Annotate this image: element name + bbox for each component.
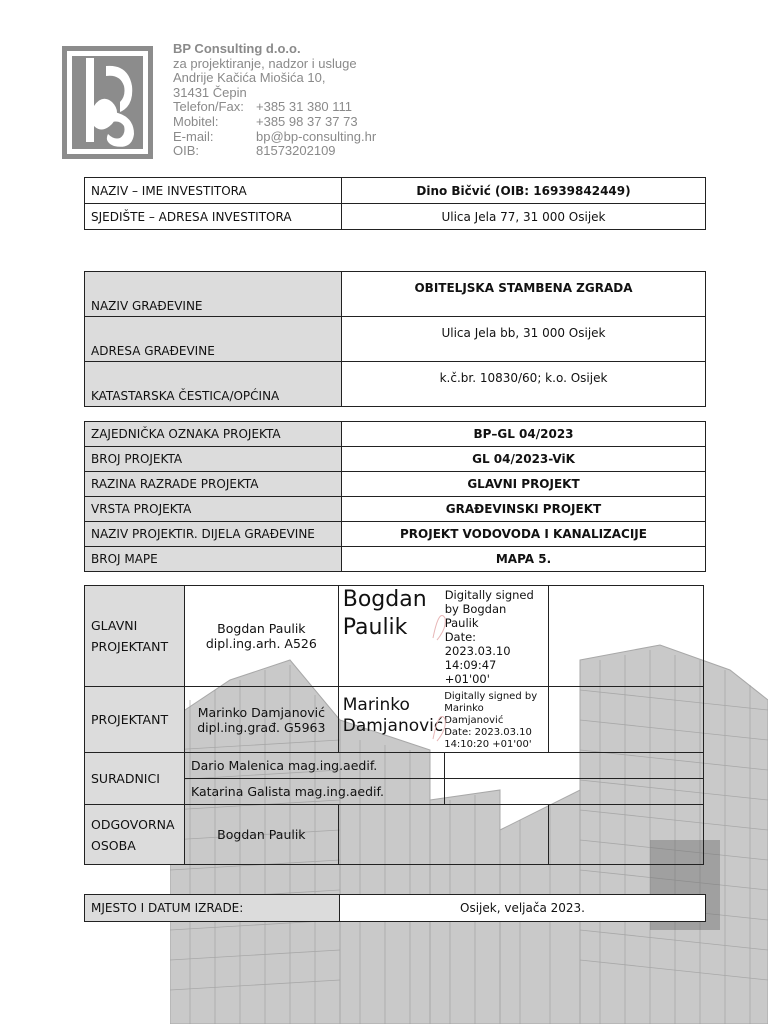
table-row bbox=[85, 547, 706, 572]
associates-label: SURADNICI bbox=[85, 753, 185, 805]
signature-detail: Marinko Damjanović bbox=[444, 703, 504, 726]
signature-detail: by Bogdan Paulik bbox=[444, 602, 507, 630]
signature-detail: 14:10:20 +01'00' bbox=[444, 739, 532, 750]
table-row bbox=[85, 447, 706, 472]
signature-detail: Date: 2023.03.10 bbox=[444, 630, 511, 658]
main-designer-label: GLAVNI PROJEKTANT bbox=[85, 586, 185, 687]
signature-scribble-icon bbox=[429, 689, 449, 749]
company-contact-row: Mobitel: +385 98 37 37 73 bbox=[173, 113, 358, 129]
table-row bbox=[85, 472, 706, 497]
table-row bbox=[85, 317, 706, 362]
parcel-value: k.č.br. 10830/60; k.o. Osijek bbox=[342, 362, 706, 407]
empty-cell bbox=[444, 779, 703, 805]
parcel-label: KATASTARSKA ČESTICA/OPĆINA bbox=[85, 362, 342, 407]
main-designer-cell bbox=[184, 586, 338, 687]
designer-signature[interactable] bbox=[338, 687, 548, 753]
company-contact-row: E-mail: bp@bp-consulting.hr bbox=[173, 128, 377, 144]
project-value: GRAĐEVINSKI PROJEKT bbox=[342, 497, 706, 522]
table-row bbox=[85, 178, 706, 204]
table-row bbox=[85, 586, 704, 687]
investor-address-value: Ulica Jela 77, 31 000 Osijek bbox=[342, 204, 706, 230]
company-tagline: za projektiranje, nadzor i usluge bbox=[173, 55, 357, 71]
project-value: MAPA 5. bbox=[342, 547, 706, 572]
table-row bbox=[85, 362, 706, 407]
signature-detail: 14:09:47 +01'00' bbox=[444, 658, 497, 686]
associate-name: Dario Malenica mag.ing.aedif. bbox=[184, 753, 444, 779]
associate-name: Katarina Galista mag.ing.aedif. bbox=[184, 779, 444, 805]
table-row bbox=[85, 497, 706, 522]
signature-first-name: Marinko bbox=[342, 695, 410, 715]
designer-cell bbox=[184, 687, 338, 753]
table-row bbox=[85, 895, 706, 922]
company-address-line1: Andrije Kačića Miošića 10, bbox=[173, 70, 326, 86]
signature-first-name: Bogdan bbox=[342, 587, 427, 612]
project-label: NAZIV PROJEKTIR. DIJELA GRAĐEVINE bbox=[85, 522, 342, 547]
company-header bbox=[173, 42, 376, 159]
table-row bbox=[85, 422, 706, 447]
project-value: GLAVNI PROJEKT bbox=[342, 472, 706, 497]
company-address-line2: 31431 Čepin bbox=[173, 84, 247, 100]
designer-title: dipl.ing.građ. G5963 bbox=[197, 719, 326, 735]
table-row bbox=[85, 687, 704, 753]
building-name-label: NAZIV GRAĐEVINE bbox=[85, 272, 342, 317]
investor-name-label: NAZIV – IME INVESTITORA bbox=[85, 178, 342, 204]
signature-last-name: Damjanović bbox=[342, 716, 444, 736]
building-table bbox=[84, 271, 706, 407]
table-row bbox=[85, 805, 704, 865]
company-contact-row: Telefon/Fax: +385 31 380 111 bbox=[173, 99, 353, 115]
signature-detail: Date: 2023.03.10 bbox=[444, 727, 532, 738]
investor-table bbox=[84, 177, 706, 230]
signature-detail: Digitally signed by bbox=[444, 691, 538, 702]
project-value: GL 04/2023-ViK bbox=[342, 447, 706, 472]
building-name-value: OBITELJSKA STAMBENA ZGRADA bbox=[342, 272, 706, 317]
building-address-value: Ulica Jela bb, 31 000 Osijek bbox=[342, 317, 706, 362]
building-address-label: ADRESA GRAĐEVINE bbox=[85, 317, 342, 362]
signature-last-name: Paulik bbox=[342, 615, 408, 640]
place-date-table bbox=[84, 894, 706, 922]
main-designer-title: dipl.ing.arh. A526 bbox=[205, 636, 317, 651]
company-contact-row: OIB: 81573202109 bbox=[173, 143, 336, 159]
designer-label: PROJEKTANT bbox=[85, 687, 185, 753]
main-designer-signature[interactable] bbox=[338, 586, 548, 687]
project-label: RAZINA RAZRADE PROJEKTA bbox=[85, 472, 342, 497]
investor-name-value: Dino Bičvić (OIB: 16939842449) bbox=[342, 178, 706, 204]
table-row bbox=[85, 753, 704, 779]
designer-name: Marinko Damjanović bbox=[197, 704, 326, 720]
company-logo-icon bbox=[62, 46, 153, 159]
empty-cell bbox=[444, 753, 703, 779]
table-row bbox=[85, 204, 706, 230]
empty-cell bbox=[548, 586, 703, 687]
responsible-label: ODGOVORNA OSOBA bbox=[85, 805, 185, 865]
project-value: PROJEKT VODOVODA I KANALIZACIJE bbox=[342, 522, 706, 547]
investor-address-label: SJEDIŠTE – ADRESA INVESTITORA bbox=[85, 204, 342, 230]
company-name: BP Consulting d.o.o. bbox=[173, 41, 301, 56]
project-label: BROJ PROJEKTA bbox=[85, 447, 342, 472]
project-value: BP–GL 04/2023 bbox=[342, 422, 706, 447]
project-table bbox=[84, 421, 706, 572]
signature-detail: Digitally signed bbox=[444, 588, 534, 602]
place-date-label: MJESTO I DATUM IZRADE: bbox=[85, 895, 340, 922]
place-date-value: Osijek, veljača 2023. bbox=[340, 895, 706, 922]
persons-table bbox=[84, 585, 704, 865]
project-label: ZAJEDNIČKA OZNAKA PROJEKTA bbox=[85, 422, 342, 447]
empty-cell bbox=[548, 805, 703, 865]
signature-scribble-icon bbox=[429, 588, 449, 648]
table-row bbox=[85, 272, 706, 317]
empty-cell bbox=[338, 805, 548, 865]
empty-cell bbox=[548, 687, 703, 753]
table-row bbox=[85, 522, 706, 547]
project-label: VRSTA PROJEKTA bbox=[85, 497, 342, 522]
main-designer-name: Bogdan Paulik bbox=[217, 621, 306, 636]
project-label: BROJ MAPE bbox=[85, 547, 342, 572]
responsible-name: Bogdan Paulik bbox=[184, 805, 338, 865]
